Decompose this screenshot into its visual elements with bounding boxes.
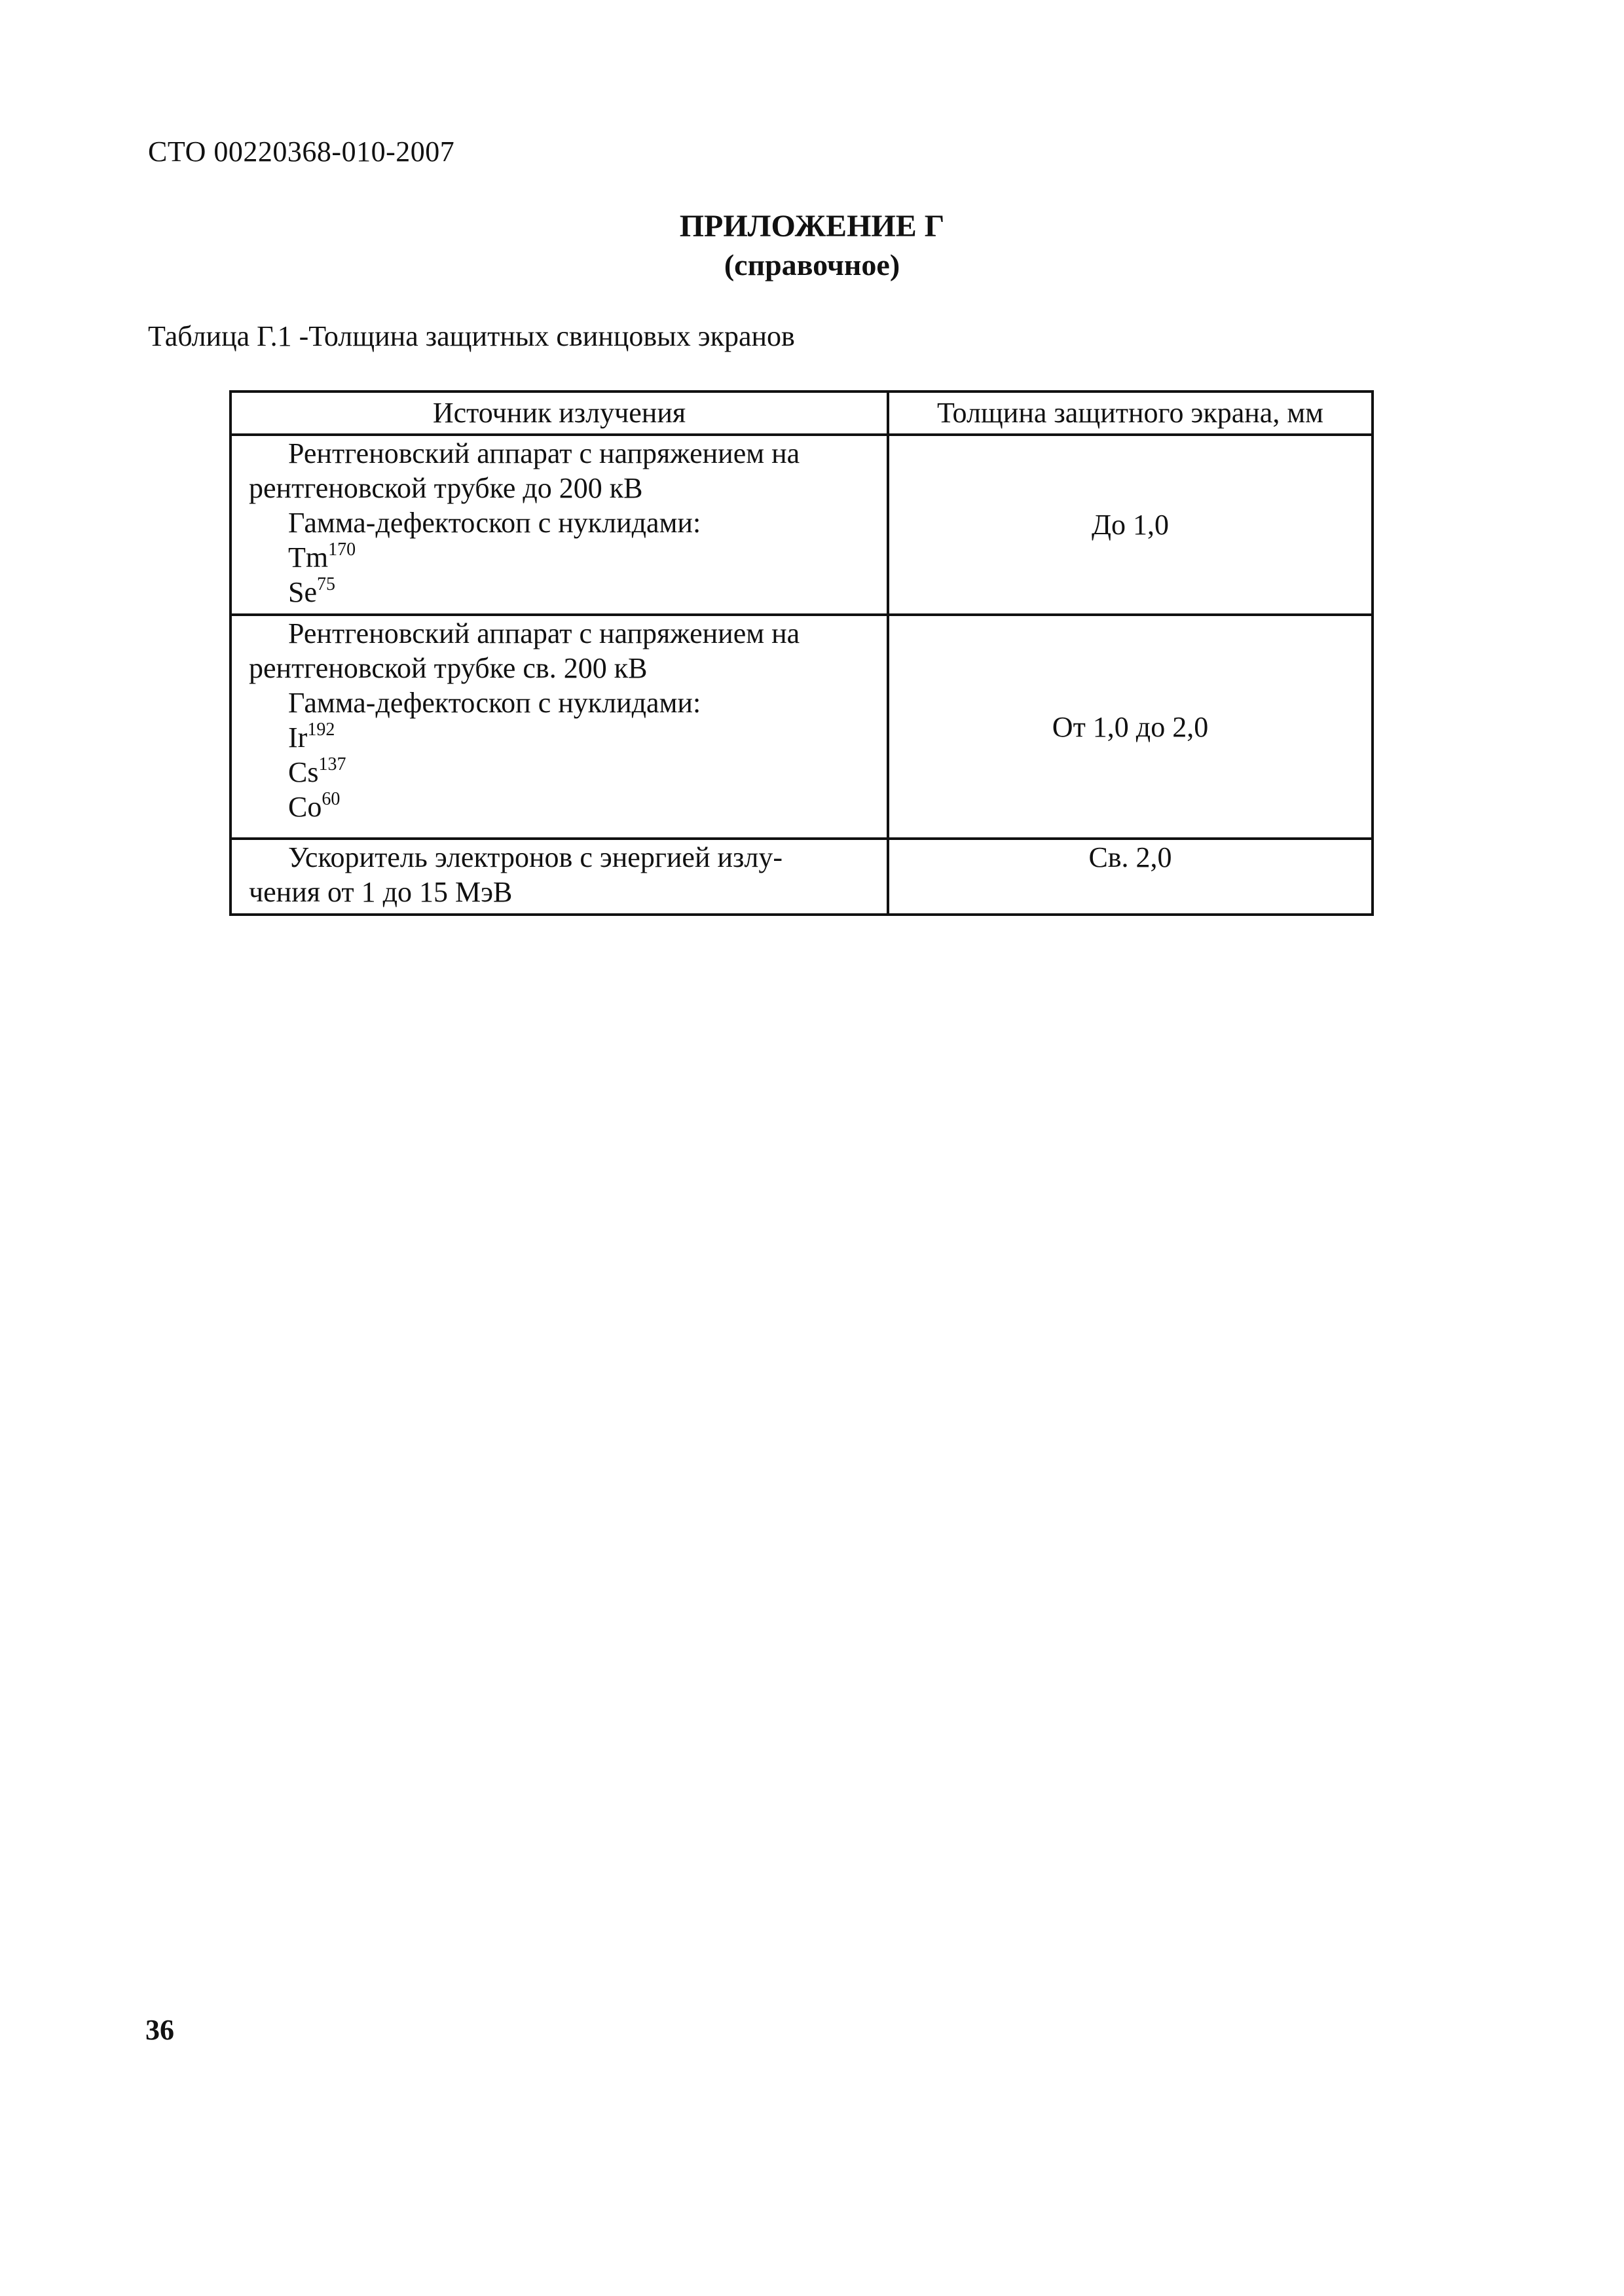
source-text-line: рентгеновской трубке до 200 кВ: [249, 472, 643, 504]
nuclide-symbol: Se: [288, 576, 317, 608]
nuclide-mass: 137: [318, 754, 346, 774]
table-row: [231, 435, 1373, 615]
nuclide-symbol: Ir: [288, 721, 308, 754]
source-text-line: Ускоритель электронов с энергией излу-: [288, 841, 783, 873]
column-header-source: Источник излучения: [231, 392, 888, 435]
table-row: [231, 615, 1373, 839]
page-number: 36: [145, 2014, 174, 2046]
source-text-line: Рентгеновский аппарат с напряжением на: [288, 617, 800, 649]
nuclide-mass: 192: [307, 720, 335, 740]
appendix-subtitle: (справочное): [724, 248, 900, 282]
source-text-line: Гамма-дефектоскоп с нуклидами:: [288, 507, 701, 539]
nuclide-mass: 170: [328, 539, 356, 560]
source-cell: [231, 839, 888, 915]
thickness-cell: От 1,0 до 2,0: [888, 615, 1373, 839]
nuclide-symbol: Tm: [288, 541, 329, 574]
source-text-line: Рентгеновский аппарат с напряжением на: [288, 437, 800, 469]
table-row: [231, 839, 1373, 915]
nuclide-item: [249, 540, 876, 575]
table-header-row: [231, 392, 1373, 435]
thickness-cell: До 1,0: [888, 435, 1373, 615]
source-text-line: чения от 1 до 15 МэВ: [249, 876, 513, 908]
nuclide-symbol: Cs: [288, 756, 319, 788]
column-header-thickness: Толщина защитного экрана, мм: [888, 392, 1373, 435]
nuclide-item: [249, 755, 876, 790]
table-caption: Таблица Г.1 -Толщина защитных свинцовых экранов: [148, 320, 795, 352]
source-cell: [231, 435, 888, 615]
source-text-line: рентгеновской трубке св. 200 кВ: [249, 652, 648, 684]
appendix-title: ПРИЛОЖЕНИЕ Г: [679, 209, 945, 244]
thickness-cell: Св. 2,0: [888, 839, 1373, 915]
nuclide-mass: 60: [322, 789, 341, 809]
nuclide-symbol: Co: [288, 791, 322, 823]
nuclide-item: [249, 790, 876, 824]
document-code: СТО 00220368-010-2007: [148, 136, 455, 168]
nuclide-item: [249, 575, 876, 610]
nuclide-item: [249, 720, 876, 755]
nuclide-mass: 75: [317, 574, 335, 594]
source-cell: [231, 615, 888, 839]
shield-thickness-table: [229, 390, 1374, 916]
source-text-line: Гамма-дефектоскоп с нуклидами:: [288, 687, 701, 719]
